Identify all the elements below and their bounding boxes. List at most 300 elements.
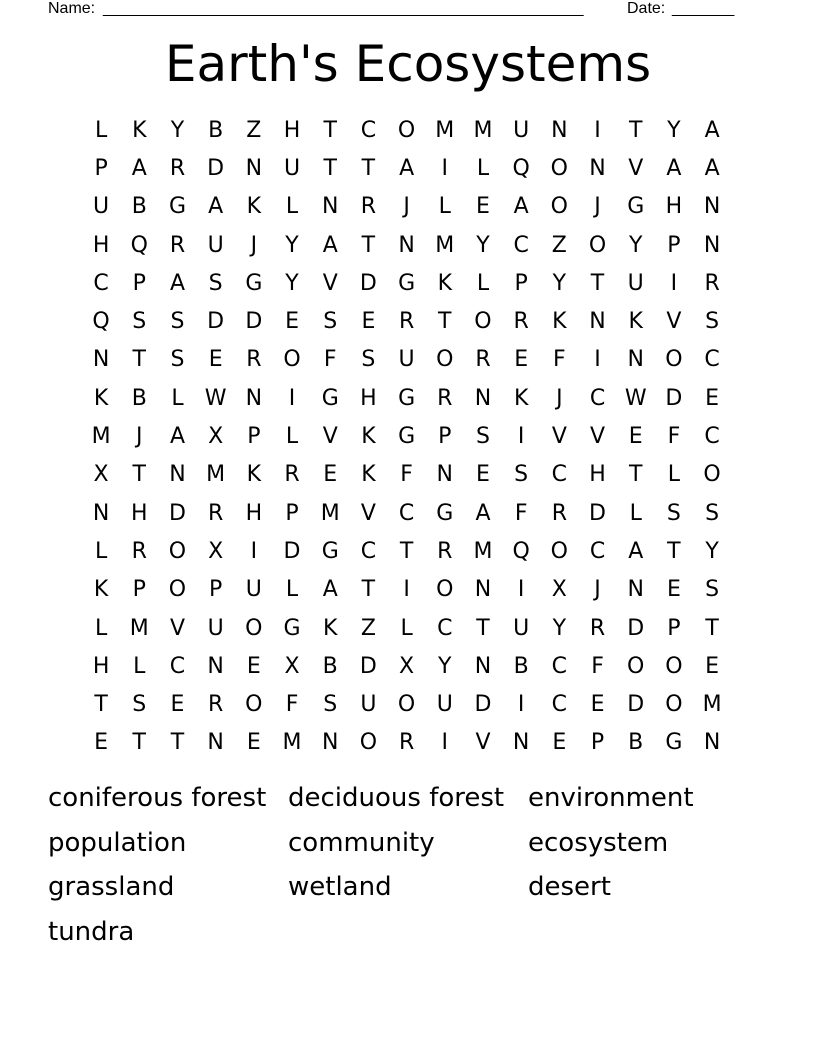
- grid-letter: X: [399, 653, 415, 679]
- grid-letter: G: [168, 194, 186, 220]
- grid-letter: G: [321, 385, 339, 411]
- grid-letter: D: [207, 309, 225, 335]
- word-list-item: grassland: [48, 872, 175, 903]
- grid-letter: S: [705, 309, 720, 335]
- grid-letter: S: [323, 692, 338, 718]
- grid-letter: L: [94, 615, 108, 641]
- grid-letter: N: [589, 309, 606, 335]
- grid-letter: I: [517, 692, 525, 718]
- grid-letter: G: [321, 538, 339, 564]
- grid-letter: O: [397, 117, 416, 143]
- grid-letter: U: [207, 232, 224, 258]
- grid-letter: M: [435, 117, 455, 143]
- grid-letter: C: [551, 653, 568, 679]
- grid-letter: E: [705, 385, 720, 411]
- grid-letter: A: [208, 194, 224, 220]
- grid-letter: E: [476, 194, 490, 220]
- grid-letter: E: [666, 577, 681, 603]
- grid-letter: S: [132, 309, 147, 335]
- grid-letter: E: [514, 347, 529, 373]
- grid-letter: U: [360, 692, 377, 718]
- grid-letter: A: [704, 155, 720, 181]
- grid-letter: J: [403, 194, 410, 220]
- grid-letter: O: [283, 347, 301, 373]
- grid-letter: N: [245, 385, 263, 411]
- grid-letter: T: [132, 347, 146, 373]
- grid-letter: J: [556, 385, 563, 411]
- grid-letter: R: [360, 194, 377, 220]
- grid-letter: V: [666, 309, 682, 335]
- grid-letter: G: [398, 385, 416, 411]
- grid-letter: E: [285, 309, 299, 335]
- grid-letter: F: [553, 347, 566, 373]
- grid-letter: L: [94, 538, 108, 564]
- grid-letter: J: [594, 194, 601, 220]
- grid-letter: J: [136, 424, 143, 450]
- grid-letter: W: [204, 385, 227, 411]
- grid-letter: T: [628, 462, 643, 488]
- grid-letter: T: [323, 117, 337, 143]
- grid-letter: L: [476, 155, 490, 181]
- grid-letter: N: [321, 194, 339, 220]
- name-date-line: [48, 0, 748, 18]
- word-list-item: environment: [528, 783, 694, 813]
- grid-letter: O: [474, 309, 492, 335]
- grid-letter: C: [551, 692, 568, 718]
- word-list-item: coniferous forest: [48, 783, 267, 813]
- grid-letter: S: [705, 500, 720, 526]
- grid-letter: V: [590, 424, 606, 450]
- grid-letter: G: [398, 424, 416, 450]
- grid-letter: L: [667, 462, 681, 488]
- grid-letter: H: [283, 117, 301, 143]
- grid-letter: C: [398, 500, 415, 526]
- grid-letter: L: [476, 270, 490, 296]
- letter-grid: [82, 111, 732, 762]
- grid-letter: Z: [551, 232, 567, 258]
- grid-letter: F: [323, 347, 337, 373]
- grid-letter: I: [594, 117, 601, 143]
- grid-letter: Y: [667, 117, 681, 143]
- grid-letter: H: [245, 500, 263, 526]
- grid-letter: A: [322, 232, 338, 258]
- grid-letter: D: [359, 653, 377, 679]
- grid-letter: O: [550, 538, 568, 564]
- grid-letter: E: [552, 730, 567, 756]
- grid-letter: T: [399, 538, 414, 564]
- grid-letter: O: [245, 692, 263, 718]
- grid-letter: C: [360, 117, 377, 143]
- grid-letter: L: [171, 385, 184, 411]
- grid-letter: T: [323, 155, 337, 181]
- grid-letter: N: [245, 155, 263, 181]
- grid-letter: B: [628, 730, 644, 756]
- grid-letter: N: [551, 117, 568, 143]
- grid-letter: F: [400, 462, 413, 488]
- grid-letter: P: [94, 155, 108, 181]
- grid-letter: R: [131, 538, 147, 564]
- grid-letter: F: [285, 692, 299, 718]
- grid-letter: M: [206, 462, 226, 488]
- grid-letter: N: [589, 155, 606, 181]
- grid-letter: C: [513, 232, 529, 258]
- grid-letter: O: [168, 577, 187, 603]
- grid-letter: L: [285, 194, 299, 220]
- grid-letter: T: [590, 270, 605, 296]
- grid-letter: F: [667, 424, 681, 450]
- grid-letter: T: [132, 462, 146, 488]
- word-list-item: desert: [528, 872, 611, 903]
- grid-letter: G: [245, 270, 263, 296]
- grid-letter: D: [627, 615, 645, 641]
- grid-letter: F: [514, 500, 528, 526]
- grid-letter: Y: [170, 117, 185, 143]
- grid-letter: O: [436, 347, 454, 373]
- grid-letter: T: [476, 615, 490, 641]
- grid-letter: K: [628, 309, 643, 335]
- grid-letter: K: [93, 577, 109, 603]
- grid-letter: D: [665, 385, 683, 411]
- grid-letter: X: [284, 653, 300, 679]
- grid-letter: H: [589, 462, 606, 488]
- grid-letter: O: [588, 232, 607, 258]
- grid-letter: K: [361, 424, 376, 450]
- grid-letter: I: [517, 424, 525, 450]
- grid-letter: N: [398, 232, 415, 258]
- grid-letter: C: [704, 347, 720, 373]
- word-list-item: wetland: [288, 872, 392, 903]
- grid-letter: D: [207, 155, 225, 181]
- name-label: Name:: [48, 0, 96, 17]
- grid-letter: N: [474, 653, 492, 679]
- grid-letter: N: [207, 730, 224, 756]
- grid-letter: G: [283, 615, 301, 641]
- grid-letter: W: [624, 385, 647, 411]
- grid-letter: R: [513, 309, 529, 335]
- grid-letter: P: [247, 424, 261, 450]
- grid-letter: Y: [285, 232, 299, 258]
- grid-letter: K: [246, 462, 262, 488]
- grid-letter: X: [208, 538, 224, 564]
- grid-letter: N: [207, 653, 224, 679]
- name-blank: ______________________________________________________: [103, 0, 584, 17]
- grid-letter: F: [591, 653, 604, 679]
- grid-letter: P: [667, 615, 681, 641]
- grid-letter: A: [169, 424, 185, 450]
- grid-letter: V: [169, 615, 185, 641]
- grid-letter: K: [132, 117, 147, 143]
- grid-letter: K: [93, 385, 109, 411]
- grid-letter: Q: [130, 232, 148, 258]
- grid-letter: J: [594, 577, 601, 603]
- grid-letter: U: [627, 270, 644, 296]
- grid-letter: U: [283, 155, 301, 181]
- grid-letter: Y: [285, 270, 299, 296]
- grid-letter: O: [665, 653, 683, 679]
- grid-letter: E: [590, 692, 605, 718]
- grid-letter: T: [628, 117, 643, 143]
- grid-letter: S: [475, 424, 490, 450]
- grid-letter: K: [246, 194, 262, 220]
- grid-letter: J: [250, 232, 258, 258]
- grid-letter: D: [168, 500, 186, 526]
- grid-letter: V: [322, 424, 338, 450]
- grid-letter: C: [360, 538, 377, 564]
- grid-letter: O: [550, 194, 568, 220]
- grid-letter: O: [168, 538, 187, 564]
- grid-letter: E: [705, 653, 720, 679]
- grid-letter: B: [131, 194, 147, 220]
- grid-letter: I: [594, 347, 601, 373]
- grid-letter: P: [514, 270, 528, 296]
- grid-letter: A: [131, 155, 147, 181]
- grid-letter: X: [208, 424, 224, 450]
- grid-letter: O: [359, 730, 378, 756]
- grid-letter: A: [169, 270, 185, 296]
- grid-letter: E: [246, 653, 261, 679]
- grid-letter: X: [93, 462, 109, 488]
- grid-letter: R: [437, 385, 453, 411]
- grid-letter: C: [589, 385, 606, 411]
- grid-letter: K: [513, 385, 529, 411]
- word-list-item: population: [48, 827, 187, 858]
- grid-letter: Z: [360, 615, 376, 641]
- grid-letter: D: [359, 270, 377, 296]
- grid-letter: C: [704, 424, 720, 450]
- grid-letter: R: [704, 270, 720, 296]
- grid-letter: G: [436, 500, 454, 526]
- grid-letter: K: [361, 462, 376, 488]
- grid-letter: A: [399, 155, 415, 181]
- grid-letter: T: [667, 538, 681, 564]
- grid-letter: M: [702, 692, 722, 718]
- grid-letter: X: [551, 577, 567, 603]
- grid-letter: G: [398, 270, 416, 296]
- grid-letter: R: [284, 462, 300, 488]
- grid-letter: O: [665, 692, 683, 718]
- grid-letter: U: [513, 117, 530, 143]
- grid-letter: I: [403, 577, 410, 603]
- grid-letter: R: [437, 538, 453, 564]
- grid-letter: I: [441, 155, 449, 181]
- grid-letter: S: [705, 577, 720, 603]
- grid-letter: D: [474, 692, 492, 718]
- grid-letter: O: [550, 155, 568, 181]
- grid-letter: P: [590, 730, 605, 756]
- grid-letter: R: [208, 692, 224, 718]
- grid-letter: R: [475, 347, 491, 373]
- grid-letter: Q: [512, 155, 530, 181]
- grid-letter: A: [704, 117, 720, 143]
- grid-letter: L: [438, 194, 451, 220]
- grid-letter: T: [361, 232, 376, 258]
- grid-letter: R: [208, 500, 224, 526]
- grid-letter: V: [475, 730, 491, 756]
- grid-letter: S: [132, 692, 147, 718]
- grid-letter: I: [250, 538, 258, 564]
- grid-letter: S: [666, 500, 681, 526]
- grid-letter: A: [475, 500, 491, 526]
- grid-letter: O: [665, 347, 683, 373]
- grid-letter: R: [589, 615, 606, 641]
- grid-letter: D: [283, 538, 301, 564]
- grid-letter: N: [169, 462, 186, 488]
- grid-letter: L: [94, 117, 108, 143]
- grid-letter: Y: [705, 538, 719, 564]
- grid-letter: D: [245, 309, 263, 335]
- date-blank: _______: [672, 0, 735, 17]
- grid-letter: N: [703, 194, 721, 220]
- grid-letter: O: [436, 577, 454, 603]
- grid-letter: Y: [476, 232, 490, 258]
- grid-letter: O: [245, 615, 263, 641]
- grid-letter: M: [473, 538, 493, 564]
- grid-letter: U: [398, 347, 415, 373]
- grid-letter: E: [208, 347, 223, 373]
- grid-letter: N: [321, 730, 339, 756]
- grid-letter: V: [551, 424, 567, 450]
- grid-letter: M: [91, 424, 111, 450]
- grid-letter: G: [665, 730, 683, 756]
- word-list-item: ecosystem: [528, 827, 669, 858]
- grid-letter: A: [628, 538, 644, 564]
- grid-letter: H: [665, 194, 683, 220]
- grid-letter: L: [400, 615, 413, 641]
- word-list-item: tundra: [48, 917, 135, 948]
- grid-letter: U: [207, 615, 224, 641]
- grid-letter: E: [170, 692, 185, 718]
- grid-letter: B: [131, 385, 147, 411]
- word-list-item: community: [288, 827, 435, 858]
- grid-letter: I: [517, 577, 525, 603]
- grid-letter: M: [435, 232, 455, 258]
- grid-letter: Y: [552, 270, 567, 296]
- word-bank: [48, 776, 768, 955]
- grid-letter: K: [323, 615, 338, 641]
- grid-letter: A: [666, 155, 682, 181]
- grid-letter: N: [436, 462, 454, 488]
- grid-letter: P: [209, 577, 223, 603]
- grid-letter: P: [438, 424, 452, 450]
- grid-letter: Z: [246, 117, 262, 143]
- grid-letter: T: [361, 577, 376, 603]
- grid-letter: R: [551, 500, 567, 526]
- grid-letter: S: [514, 462, 529, 488]
- grid-letter: O: [627, 653, 645, 679]
- grid-letter: B: [208, 117, 224, 143]
- grid-letter: N: [703, 730, 721, 756]
- grid-letter: R: [246, 347, 262, 373]
- grid-letter: R: [169, 232, 186, 258]
- grid-letter: E: [94, 730, 109, 756]
- grid-letter: L: [133, 653, 146, 679]
- grid-letter: H: [360, 385, 377, 411]
- grid-letter: H: [92, 653, 110, 679]
- grid-letter: P: [132, 270, 146, 296]
- grid-letter: E: [361, 309, 376, 335]
- grid-letter: S: [170, 309, 185, 335]
- page-title: Earth's Ecosystems: [164, 35, 652, 93]
- grid-letter: E: [246, 730, 261, 756]
- grid-letter: L: [629, 500, 642, 526]
- grid-letter: B: [513, 653, 529, 679]
- grid-letter: E: [628, 424, 643, 450]
- grid-letter: P: [285, 500, 299, 526]
- grid-letter: Q: [512, 538, 530, 564]
- grid-letter: K: [437, 270, 452, 296]
- grid-letter: U: [245, 577, 262, 603]
- grid-letter: T: [132, 730, 146, 756]
- grid-letter: E: [476, 462, 490, 488]
- grid-letter: I: [670, 270, 678, 296]
- grid-letter: Q: [92, 309, 110, 335]
- grid-letter: E: [323, 462, 338, 488]
- grid-letter: S: [323, 309, 338, 335]
- grid-letter: T: [170, 730, 185, 756]
- grid-letter: A: [513, 194, 529, 220]
- grid-letter: R: [169, 155, 186, 181]
- grid-letter: V: [322, 270, 338, 296]
- date-label: Date:: [627, 0, 666, 17]
- grid-letter: L: [285, 577, 299, 603]
- grid-letter: A: [322, 577, 338, 603]
- grid-letter: C: [551, 462, 568, 488]
- grid-letter: V: [628, 155, 644, 181]
- grid-letter: U: [93, 194, 110, 220]
- grid-letter: S: [170, 347, 185, 373]
- grid-letter: S: [208, 270, 223, 296]
- grid-letter: R: [398, 309, 415, 335]
- grid-letter: N: [703, 232, 721, 258]
- grid-letter: T: [94, 692, 108, 718]
- grid-letter: Y: [628, 232, 643, 258]
- grid-letter: C: [437, 615, 453, 641]
- grid-letter: I: [288, 385, 296, 411]
- grid-letter: V: [360, 500, 376, 526]
- grid-letter: N: [474, 385, 492, 411]
- grid-letter: Y: [438, 653, 452, 679]
- grid-letter: C: [169, 653, 186, 679]
- grid-letter: N: [627, 347, 644, 373]
- grid-letter: M: [282, 730, 302, 756]
- grid-letter: T: [438, 309, 452, 335]
- grid-letter: U: [436, 692, 453, 718]
- grid-letter: H: [131, 500, 148, 526]
- word-list-item: deciduous forest: [288, 783, 505, 813]
- grid-letter: P: [132, 577, 146, 603]
- grid-letter: Y: [552, 615, 567, 641]
- grid-letter: P: [667, 232, 681, 258]
- grid-letter: M: [129, 615, 149, 641]
- grid-letter: G: [627, 194, 645, 220]
- grid-letter: N: [627, 577, 644, 603]
- grid-letter: R: [398, 730, 415, 756]
- grid-letter: N: [92, 500, 110, 526]
- grid-letter: T: [361, 155, 376, 181]
- grid-letter: M: [320, 500, 340, 526]
- grid-letter: N: [512, 730, 530, 756]
- grid-letter: M: [473, 117, 493, 143]
- grid-letter: N: [474, 577, 492, 603]
- grid-letter: I: [441, 730, 449, 756]
- grid-letter: D: [589, 500, 606, 526]
- grid-letter: O: [397, 692, 416, 718]
- grid-letter: O: [703, 462, 721, 488]
- grid-letter: D: [627, 692, 645, 718]
- grid-letter: N: [92, 347, 110, 373]
- grid-letter: T: [705, 615, 719, 641]
- grid-letter: B: [322, 653, 338, 679]
